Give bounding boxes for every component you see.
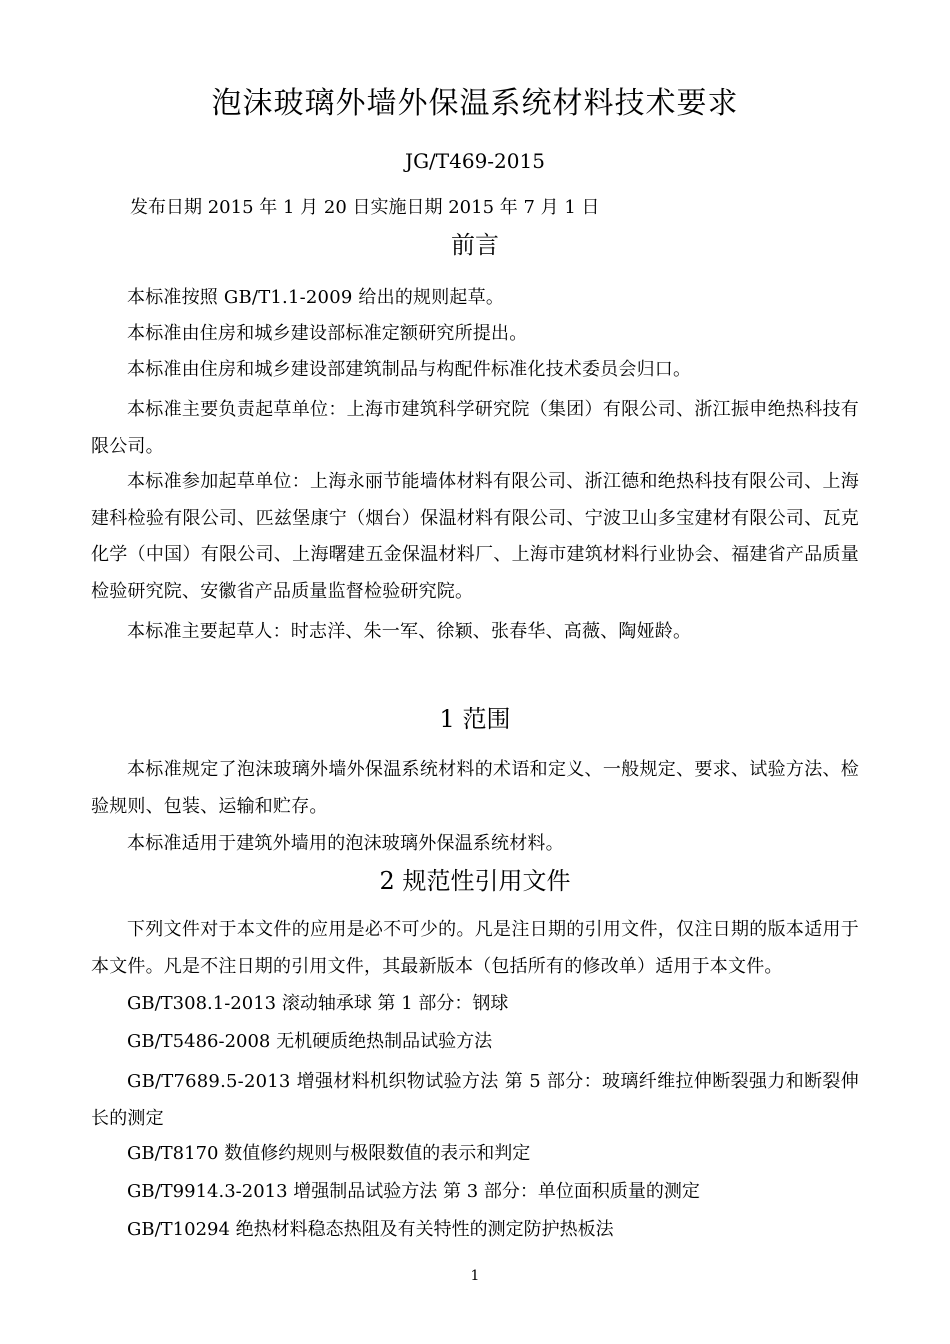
page-number: 1 (470, 1268, 480, 1284)
document-title: 泡沫玻璃外墙外保温系统材料技术要求 (211, 86, 739, 121)
standard-number: JG/T469-2015 (405, 149, 545, 173)
foreword-paragraph: 本标准主要起草人：时志洋、朱一军、徐颖、张春华、高薇、陶娅龄。 (127, 621, 692, 642)
foreword-heading: 前言 (451, 231, 499, 259)
references-intro: 下列文件对于本文件的应用是必不可少的。凡是注日期的引用文件，仅注日期的版本适用于本文件。凡是不注日期的引用文件，其最新版本（包括所有的修改单）适用于本文件。 (91, 919, 859, 977)
reference-item: GB/T8170 数值修约规则与极限数值的表示和判定 (127, 1143, 531, 1164)
reference-item: GB/T308.1-2013 滚动轴承球 第 1 部分：钢球 (127, 993, 509, 1014)
publish-dates: 发布日期 2015 年 1 月 20 日实施日期 2015 年 7 月 1 日 (130, 197, 600, 218)
reference-item: GB/T7689.5-2013 增强材料机织物试验方法 第 5 部分：玻璃纤维拉伸断裂强力和断裂伸长的测定 (91, 1071, 859, 1129)
foreword-paragraph: 本标准按照 GB/T1.1-2009 给出的规则起草。 (127, 287, 505, 308)
reference-item: GB/T5486-2008 无机硬质绝热制品试验方法 (127, 1031, 493, 1052)
scope-paragraph: 本标准规定了泡沫玻璃外墙外保温系统材料的术语和定义、一般规定、要求、试验方法、检验规则、包装、运输和贮存。 (91, 759, 859, 817)
foreword-paragraph: 本标准由住房和城乡建设部标准定额研究所提出。 (127, 323, 528, 344)
foreword-paragraph: 本标准主要负责起草单位：上海市建筑科学研究院（集团）有限公司、浙江振申绝热科技有限公司。 (91, 399, 859, 457)
reference-item: GB/T10294 绝热材料稳态热阻及有关特性的测定防护热板法 (127, 1219, 614, 1240)
scope-paragraph: 本标准适用于建筑外墙用的泡沫玻璃外保温系统材料。 (127, 833, 564, 854)
foreword-paragraph: 本标准参加起草单位：上海永丽节能墙体材料有限公司、浙江德和绝热科技有限公司、上海建科检验有限公司、匹兹堡康宁（烟台）保温材料有限公司、宁波卫山多宝建材有限公司、瓦克化学（中国）有限公司、上海曙建五金保温材料厂、上海市建筑材料行业协会、福建省产品质量检验研究院、安徽省产品质量监督检验研究院。 (91, 471, 859, 602)
foreword-paragraph: 本标准由住房和城乡建设部建筑制品与构配件标准化技术委员会归口。 (127, 359, 692, 380)
section-1-heading: 1 范围 (439, 705, 511, 733)
section-2-heading: 2 规范性引用文件 (379, 867, 571, 895)
reference-item: GB/T9914.3-2013 增强制品试验方法 第 3 部分：单位面积质量的测定 (127, 1181, 700, 1202)
